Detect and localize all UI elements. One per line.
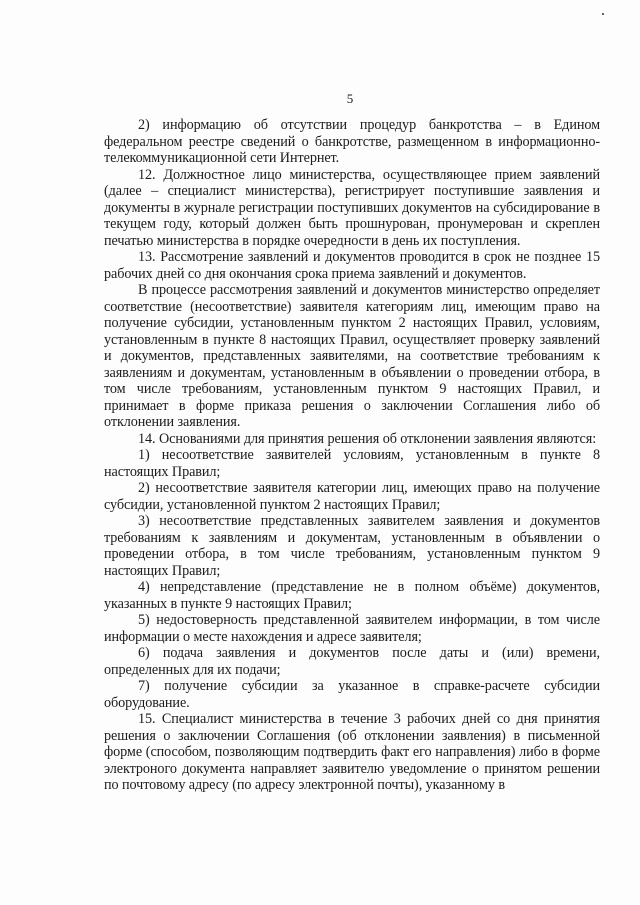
paragraph-14-item-2: 2) несоответствие заявителя категории лиц, имеющих право на получение субсидии, установленной пунктом 2 настоящих Правил;	[104, 480, 600, 513]
paragraph-14-item-5: 5) недостоверность представленной заявителем информации, в том числе информации о месте нахождения и адресе заявителя;	[104, 612, 600, 645]
paragraph-13-review: В процессе рассмотрения заявлений и документов министерство определяет соответствие (несоответствие) заявителя категориям лиц, имеющим право на получение субсидии, установленным пунктом 2 настоящих Правил, условиям, установленным в пункте 8 настоящих Правил, осуществляет проверку заявлений и документов, представленных заявителями, на соответствие требованиям к заявлениям и документам, установленным в объявлении о проведении отбора, в том числе требованиям, установленным пунктом 9 настоящих Правил, и принимает в форме приказа решения о заключении Соглашения либо об отклонении заявления.	[104, 282, 600, 430]
paragraph-13: 13. Рассмотрение заявлений и документов проводится в срок не позднее 15 рабочих дней со дня окончания срока приема заявлений и документов.	[104, 249, 600, 282]
paragraph-bankruptcy-info: 2) информацию об отсутствии процедур банкротства – в Едином федеральном реестре сведений о банкротстве, размещенном в информационно-телекоммуникационной сети Интернет.	[104, 117, 600, 166]
paragraph-14-item-6: 6) подача заявления и документов после даты и (или) времени, определенных для их подачи;	[104, 645, 600, 678]
page-number: 5	[346, 91, 354, 106]
paragraph-15: 15. Специалист министерства в течение 3 рабочих дней со дня принятия решения о заключении Соглашения (об отклонении заявления) в письменной форме (способом, позволяющим подтвердить факт его направления) либо в форме электроного документа направляет заявителю уведомление о принятом решении по почтовому адресу (по адресу электронной почты), указанному в	[104, 711, 600, 793]
paragraph-12: 12. Должностное лицо министерства, осуществляющее прием заявлений (далее – специалист министерства), регистрирует поступившие заявления и документы в журнале регистрации поступивших документов на субсидирование в текущем году, который должен быть прошнурован, пронумерован и скреплен печатью министерства в порядке очередности в день их поступления.	[104, 166, 600, 249]
paragraph-14-item-3: 3) несоответствие представленных заявителем заявления и документов требованиям к заявлениям и документам, установленным в объявлении о проведении отбора, в том числе требованиям, установленным пунктом 9 настоящих Правил;	[104, 513, 600, 579]
paragraph-14-item-7: 7) получение субсидии за указанное в справке-расчете субсидии оборудование.	[104, 678, 600, 711]
document-body	[104, 117, 600, 794]
paragraph-14-item-4: 4) непредставление (представление не в полном объёме) документов, указанных в пункте 9 настоящих Правил;	[104, 579, 600, 612]
paragraph-14-item-1: 1) несоответствие заявителей условиям, установленным в пункте 8 настоящих Правил;	[104, 447, 600, 480]
paragraph-14: 14. Основаниями для принятия решения об отклонении заявления являются:	[138, 430, 597, 447]
scan-mark	[602, 13, 604, 15]
